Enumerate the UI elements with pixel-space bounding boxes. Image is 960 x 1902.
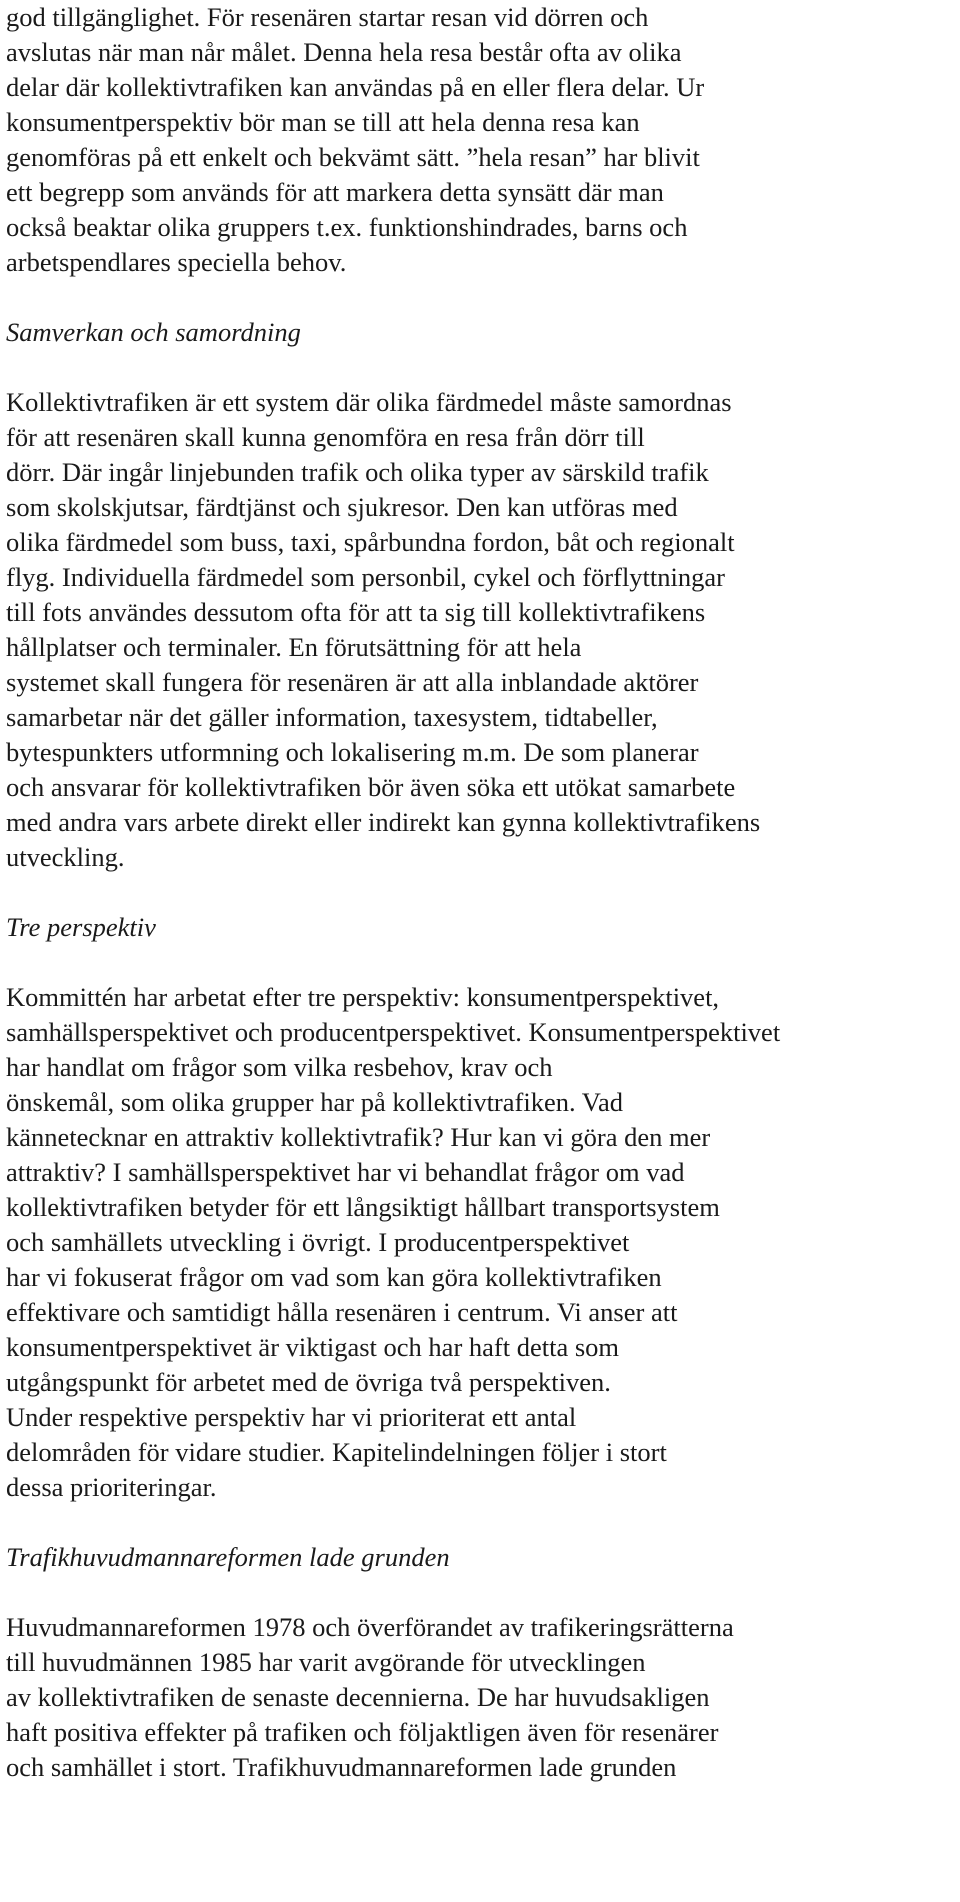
- spacer: [6, 1505, 956, 1540]
- text-line: effektivare och samtidigt hålla resenären i centrum. Vi anser att: [6, 1297, 678, 1327]
- text-line: samhällsperspektivet och producentperspektivet. Konsumentperspektivet: [6, 1017, 781, 1047]
- text-line: Kommittén har arbetat efter tre perspektiv: konsumentperspektivet,: [6, 982, 720, 1012]
- text-line: konsumentperspektiv bör man se till att hela denna resa kan: [6, 107, 640, 137]
- text-line: olika färdmedel som buss, taxi, spårbundna fordon, båt och regionalt: [6, 527, 735, 557]
- text-line: också beaktar olika gruppers t.ex. funktionshindrades, barns och: [6, 212, 688, 242]
- section-heading-trafikhuvudmannareformen: Trafikhuvudmannareformen lade grunden: [6, 1542, 450, 1572]
- paragraph-tre-perspektiv: [6, 980, 956, 1505]
- paragraph-trafikhuvudmannareformen: [6, 1610, 956, 1785]
- text-line: Kollektivtrafiken är ett system där olika färdmedel måste samordnas: [6, 387, 732, 417]
- text-line: ett begrepp som används för att markera detta synsätt där man: [6, 177, 664, 207]
- text-line: som skolskjutsar, färdtjänst och sjukresor. Den kan utföras med: [6, 492, 678, 522]
- text-line: utveckling.: [6, 842, 125, 872]
- text-line: kollektivtrafiken betyder för ett långsiktigt hållbart transportsystem: [6, 1192, 720, 1222]
- text-line: till fots användes dessutom ofta för att ta sig till kollektivtrafikens: [6, 597, 706, 627]
- text-line: flyg. Individuella färdmedel som personbil, cykel och förflyttningar: [6, 562, 725, 592]
- text-line: och samhället i stort. Trafikhuvudmannareformen lade grunden: [6, 1752, 677, 1782]
- document-page: [6, 0, 956, 1785]
- text-line: Under respektive perspektiv har vi prioriterat ett antal: [6, 1402, 577, 1432]
- spacer: [6, 350, 956, 385]
- spacer: [6, 1575, 956, 1610]
- text-line: genomföras på ett enkelt och bekvämt sätt. ”hela resan” har blivit: [6, 142, 700, 172]
- text-line: samarbetar när det gäller information, taxesystem, tidtabeller,: [6, 702, 658, 732]
- spacer: [6, 945, 956, 980]
- text-line: önskemål, som olika grupper har på kollektivtrafiken. Vad: [6, 1087, 623, 1117]
- text-line: utgångspunkt för arbetet med de övriga två perspektiven.: [6, 1367, 611, 1397]
- text-line: och ansvarar för kollektivtrafiken bör även söka ett utökat samarbete: [6, 772, 736, 802]
- text-line: arbetspendlares speciella behov.: [6, 247, 347, 277]
- text-line: delområden för vidare studier. Kapitelindelningen följer i stort: [6, 1437, 667, 1467]
- spacer: [6, 875, 956, 910]
- text-line: systemet skall fungera för resenären är att alla inblandade aktörer: [6, 667, 699, 697]
- text-line: dessa prioriteringar.: [6, 1472, 217, 1502]
- text-line: bytespunkters utformning och lokalisering m.m. De som planerar: [6, 737, 699, 767]
- text-line: med andra vars arbete direkt eller indirekt kan gynna kollektivtrafikens: [6, 807, 761, 837]
- text-line: god tillgänglighet. För resenären startar resan vid dörren och: [6, 2, 649, 32]
- text-line: attraktiv? I samhällsperspektivet har vi behandlat frågor om vad: [6, 1157, 685, 1187]
- text-line: Huvudmannareformen 1978 och överförandet av trafikeringsrätterna: [6, 1612, 734, 1642]
- text-line: dörr. Där ingår linjebunden trafik och olika typer av särskild trafik: [6, 457, 709, 487]
- text-line: hållplatser och terminaler. En förutsättning för att hela: [6, 632, 582, 662]
- text-line: av kollektivtrafiken de senaste decennierna. De har huvudsakligen: [6, 1682, 710, 1712]
- text-line: avslutas när man når målet. Denna hela resa består ofta av olika: [6, 37, 682, 67]
- section-heading-samverkan: Samverkan och samordning: [6, 317, 301, 347]
- section-heading-tre-perspektiv: Tre perspektiv: [6, 912, 156, 942]
- text-line: delar där kollektivtrafiken kan användas på en eller flera delar. Ur: [6, 72, 705, 102]
- text-line: har vi fokuserat frågor om vad som kan göra kollektivtrafiken: [6, 1262, 662, 1292]
- spacer: [6, 280, 956, 315]
- text-line: för att resenären skall kunna genomföra en resa från dörr till: [6, 422, 645, 452]
- paragraph-samverkan: [6, 385, 956, 875]
- text-line: har handlat om frågor som vilka resbehov, krav och: [6, 1052, 553, 1082]
- text-line: konsumentperspektivet är viktigast och har haft detta som: [6, 1332, 620, 1362]
- text-line: och samhällets utveckling i övrigt. I producentperspektivet: [6, 1227, 630, 1257]
- text-line: till huvudmännen 1985 har varit avgörande för utvecklingen: [6, 1647, 646, 1677]
- text-line: kännetecknar en attraktiv kollektivtrafik? Hur kan vi göra den mer: [6, 1122, 711, 1152]
- text-line: haft positiva effekter på trafiken och följaktligen även för resenärer: [6, 1717, 719, 1747]
- paragraph-intro: [6, 0, 956, 280]
